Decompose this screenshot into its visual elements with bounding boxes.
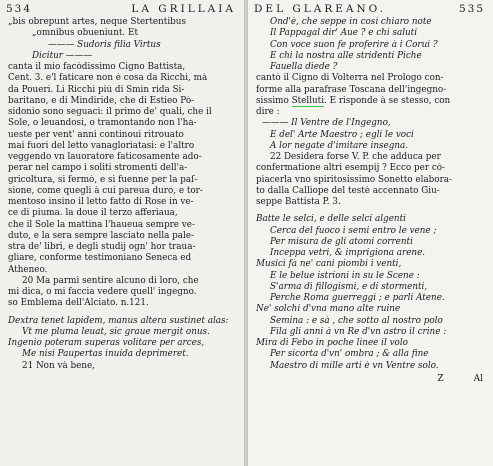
text-line: mai fuori del letto vanagloriatasi: e l'altro <box>8 140 195 151</box>
sonnet-line: Semina : e sà , che sotto al nostro polo <box>270 315 443 326</box>
text-line: forme alla parafrase Toscana dell'ingegno- <box>256 84 447 95</box>
text-line: Dicitur ——— <box>32 50 93 61</box>
latin-verse-line: Dextra tenet lapidem, manus altera sustinet alas: <box>8 315 229 326</box>
sonnet-line: S'arma di fillogismi, e di stormenti, <box>270 281 428 292</box>
text-line: ce di piuma. la doue il terzo afferiaua, <box>8 208 178 219</box>
text-line: baritano, e di Mindiride, che di Estieo Pò- <box>8 95 195 106</box>
text-line: to dalla Calliope del testè accennato Giu- <box>256 185 440 196</box>
signature-mark: Z <box>437 373 444 384</box>
text-line: 20 Ma parmi sentire alcuno di loro, che <box>22 275 199 286</box>
text-line: stra de' libri, e degli studij ogn' hor traua- <box>8 242 196 252</box>
text-line: mentoso insino il letto fatto di Rose in ve- <box>8 197 194 207</box>
left-page-number: 534 <box>6 3 33 15</box>
sonnet-line: Batte le selci, e delle selci algenti <box>256 214 406 225</box>
text-line: Atheneo. <box>8 264 48 275</box>
text-line: so Emblema dell'Alciato. n.121. <box>8 298 149 309</box>
sonnet-line: Perche Roma guerreggi ; e parli Atene. <box>270 293 445 303</box>
highlighted-word-stelluti: Stelluti <box>291 95 325 106</box>
sonnet-line: Ne' solchi d'vna mano alte ruine <box>256 304 401 315</box>
verse-line: E del' Arte Maestro ; egli le voci <box>270 129 414 140</box>
sonnet-line: Per sicorta d'vn' ombra ; & alla fine <box>270 349 429 360</box>
left-running-head: LA GRILLAIA <box>131 3 236 15</box>
right-page <box>248 0 493 466</box>
verse-line: A lor negate d'imitare insegna. <box>270 140 409 151</box>
sonnet-line: Cerca del fuoco i semi entro le vene ; <box>270 225 437 236</box>
text-line: ueste per vent' anni continoui ritrouato <box>8 129 184 140</box>
left-page <box>0 0 244 466</box>
verse-line: Ond'è, che seppe in così chiaro note <box>270 17 432 27</box>
text-line: ——— Sudoris filia Virtus <box>48 39 161 50</box>
text-line: veggendo vn lauoratore faticosamente ado- <box>8 152 202 162</box>
latin-verse-line: Vt me pluma leuat, sic graue mergit onus. <box>22 326 210 337</box>
text-line: piacerla vno spiritosissimo Sonetto elabora- <box>256 174 452 185</box>
right-page-number: 535 <box>458 3 485 15</box>
sonnet-line: Mira di Febo in poche linee il volo <box>256 338 408 348</box>
text-line <box>256 96 487 107</box>
text-line: Sole, o leuandosi, o tramontando non l'ha- <box>8 118 197 129</box>
latin-verse-line: Ingenio poteram superas volitare per arces, <box>8 338 205 348</box>
right-page-footer <box>248 374 493 384</box>
text-line: dire : <box>256 107 280 117</box>
sonnet-line: Inceppa vetri, & imprigiona arene. <box>270 248 426 258</box>
catchword: Al <box>473 373 483 384</box>
latin-verse-line: Me nisi Paupertas inuida deprimeret. <box>22 349 189 360</box>
text-line: 21 Non và bene, <box>22 360 95 371</box>
text-line: da Poueri. Li Ricchi più di Smin rida Si- <box>8 84 185 95</box>
right-page-header <box>254 3 485 17</box>
sonnet-line: Maestro di mille arti è vn Ventre solo. <box>270 360 439 371</box>
text-line: gricoltura, si fermò, e si fuenne per la paſ- <box>8 174 198 185</box>
right-running-head: DEL GLAREANO. <box>254 3 387 15</box>
verse-line: Con voce suon fe proferire à i Corui ? <box>270 39 438 50</box>
text-line: seppe Battista P. 3. <box>256 197 341 207</box>
sonnet-line: Fila gli anni à vn Re d'vn astro il crine : <box>270 326 447 337</box>
text-line: sione, come quegli à cui pareua duro, e tor- <box>8 185 203 196</box>
text-line: sidonio sono seguaci: il primo de' quali, che il <box>8 107 212 117</box>
verse-line: Fauella diede ? <box>270 62 338 72</box>
text-line: confermatione altri esempij ? Ecco per cò- <box>256 163 446 174</box>
verse-line: ——— Il Ventre de l'Ingegno, <box>262 118 391 129</box>
sonnet-line: Musici fà ne' cani piombi i venti, <box>256 259 402 270</box>
text-line: cantò il Cigno di Volterra nel Prologo con- <box>256 73 444 84</box>
text-line: „omnibus obueniunt. Et <box>32 28 138 39</box>
left-page-text <box>8 17 238 372</box>
right-page-text <box>256 17 487 372</box>
sonnet-line: E le belue istrioni in su le Scene : <box>270 270 420 281</box>
verse-line: Il Pappagal dir' Aue ? e chi saluti <box>270 28 418 39</box>
stelluti-suffix: . E risponde à se stesso, con <box>324 95 451 106</box>
text-line: canta il mio facódissimo Cigno Battista, <box>8 62 186 72</box>
text-line: Cent. 3. e'l faticare non è cosa da Ricchi, mà <box>8 73 208 84</box>
text-line: „bis obrepunt artes, neque Stertentibus <box>8 17 186 27</box>
text-line: che il Sole la mattina l'haueua sempre ve- <box>8 219 195 230</box>
stelluti-prefix: sissimo <box>256 95 292 106</box>
text-line: 22 Desidera forse V. P. che adduca per <box>270 152 441 162</box>
sonnet-line: Per misura de gli atomi correnti <box>270 236 413 247</box>
text-line: perar nel campo i soliti stromenti dell'a- <box>8 163 188 174</box>
left-page-header <box>6 3 236 17</box>
text-line: duto, e la sera sempre lasciato nella pale- <box>8 230 195 241</box>
verse-line: E chi la nostra alle stridenti Piche <box>270 50 422 61</box>
text-line: gliare, conforme testimoniano Seneca ed <box>8 253 192 264</box>
text-line: mi dica, o mi faccia vedere quell' ingegno. <box>8 287 197 297</box>
